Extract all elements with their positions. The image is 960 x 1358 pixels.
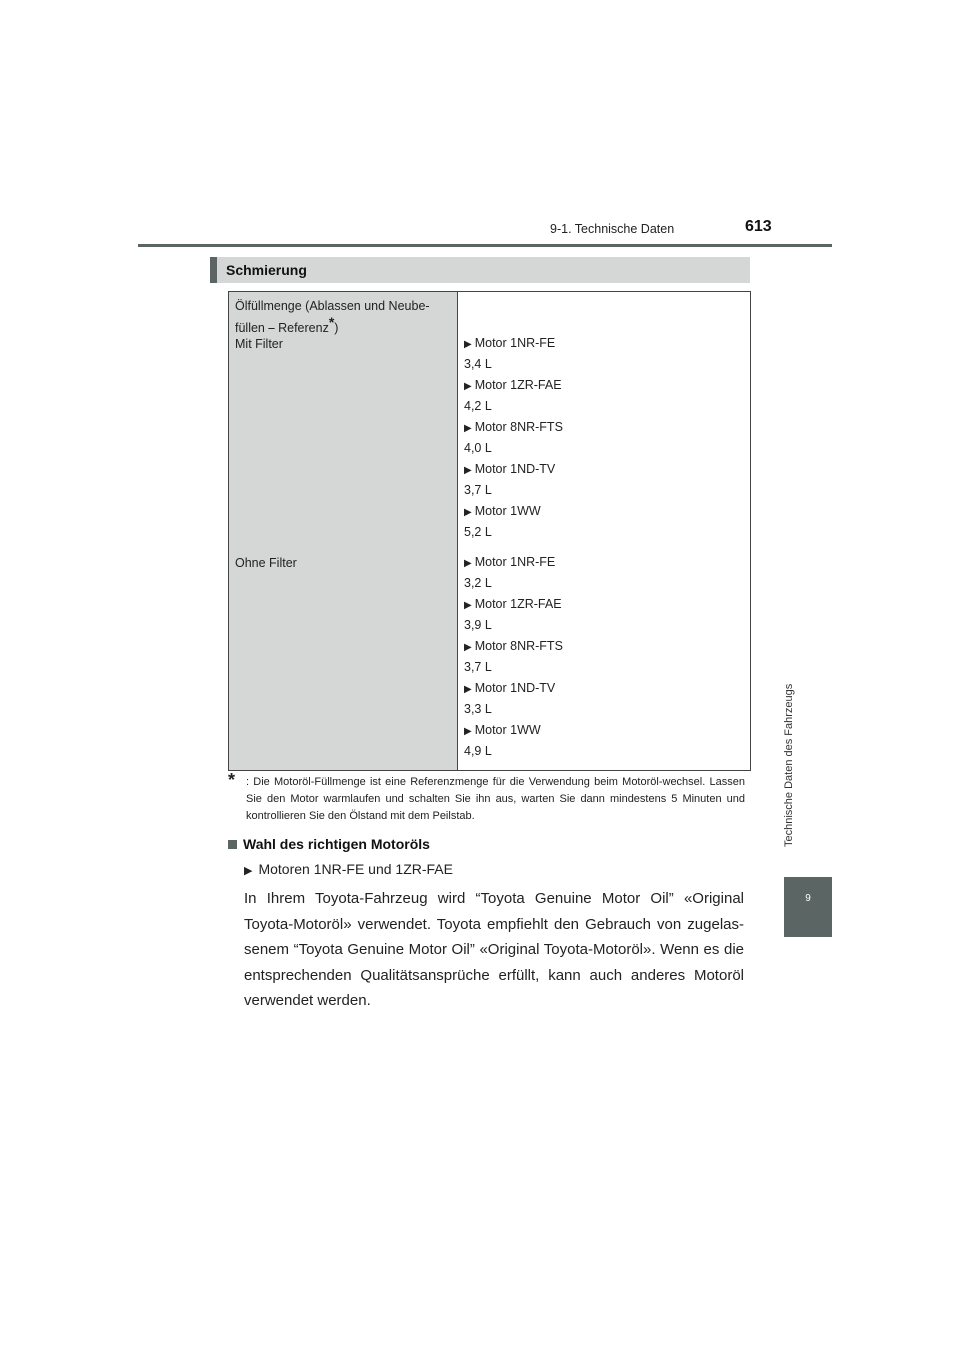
oil-amount: 4,0 L <box>464 441 492 455</box>
arrow-right-icon: ▶ <box>464 684 472 695</box>
oil-section-heading-text: Wahl des richtigen Motoröls <box>243 836 430 852</box>
oil-amount: 4,9 L <box>464 744 492 758</box>
arrow-right-icon: ▶ <box>464 465 472 476</box>
footnote-text: : Die Motoröl-Füllmenge ist eine Referenzmenge für die Verwendung beim Motoröl-wechsel. Lassen Sie den Motor warmlaufen und schalten Sie ihn aus, warten Sie dann mindestens 5 Minuten und kontrollieren Sie den Ölstand mit dem Peilstab. <box>246 776 745 822</box>
capacity-label-line1: Ölfüllmenge (Ablassen und Neube- <box>235 299 430 313</box>
engine-row <box>464 417 563 437</box>
engine-row <box>464 636 563 656</box>
arrow-right-icon: ▶ <box>464 339 472 350</box>
table-values-column <box>458 292 750 770</box>
engine-name: Motor 1ZR-FAE <box>474 378 562 392</box>
arrow-right-icon: ▶ <box>464 507 472 518</box>
arrow-right-icon: ▶ <box>464 600 472 611</box>
engine-row <box>464 594 563 614</box>
square-bullet-icon <box>228 840 237 849</box>
page-number: 613 <box>745 218 772 235</box>
oil-amount: 3,7 L <box>464 660 492 674</box>
without-filter-label: Ohne Filter <box>235 556 297 570</box>
capacity-label-reference: Referenz <box>274 321 329 336</box>
capacity-label <box>235 298 430 352</box>
engine-row <box>464 501 563 521</box>
footnote-star: * <box>228 770 236 790</box>
arrow-right-icon: ▶ <box>464 381 472 392</box>
engine-row <box>464 678 563 698</box>
arrow-right-icon: ▶ <box>464 642 472 653</box>
oil-recommendation-paragraph: In Ihrem Toyota-Fahrzeug wird “Toyota Genuine Motor Oil” «Original Toyota-Motoröl» verwendet. Toyota empfiehlt den Gebrauch von zugelas-senem “Toyota Genuine Motor Oil” «Original Toyota-Motoröl». Wenn es die entsprechenden Qualitätsansprüche erfüllt, kann auch anderes Motoröl verwendet werden. <box>244 890 744 1009</box>
chapter-tab[interactable] <box>784 877 832 937</box>
oil-capacity-table <box>228 291 751 771</box>
table-label-column <box>229 292 458 770</box>
arrow-right-icon: ▶ <box>464 558 472 569</box>
engines-line <box>244 861 453 877</box>
engine-row <box>464 333 563 353</box>
with-filter-label: Mit Filter <box>235 337 283 352</box>
capacity-label-line2: füllen <box>235 321 269 336</box>
oil-amount: 4,2 L <box>464 399 492 413</box>
oil-amount: 3,3 L <box>464 702 492 716</box>
engine-row <box>464 459 563 479</box>
engine-row <box>464 720 563 740</box>
footnote-star: * <box>328 314 335 330</box>
section-title-bar <box>210 257 750 283</box>
engine-name: Motor 1ND-TV <box>474 462 556 476</box>
oil-amount: 3,4 L <box>464 357 492 371</box>
engine-name: Motor 1WW <box>474 723 541 737</box>
engine-name: Motor 1WW <box>474 504 541 518</box>
section-title: Schmierung <box>226 262 307 278</box>
oil-amount: 3,9 L <box>464 618 492 632</box>
engine-row <box>464 375 563 395</box>
engine-name: Motor 8NR-FTS <box>474 639 563 653</box>
oil-amount: 5,2 L <box>464 525 492 539</box>
dash-glyph: ⎯ <box>268 321 275 336</box>
engine-name: Motor 1ND-TV <box>474 681 556 695</box>
oil-section-heading <box>228 836 430 852</box>
arrow-right-icon: ▶ <box>464 726 472 737</box>
engine-name: Motor 8NR-FTS <box>474 420 563 434</box>
chapter-side-label: Technische Daten des Fahrzeugs <box>783 683 795 847</box>
engines-text: Motoren 1NR-FE und 1ZR-FAE <box>258 861 453 877</box>
header-section-title: 9-1. Technische Daten <box>550 222 675 236</box>
footnote <box>228 770 745 825</box>
arrow-right-icon: ▶ <box>244 865 253 877</box>
engine-name: Motor 1ZR-FAE <box>474 597 562 611</box>
capacity-label-close: ) <box>334 321 339 336</box>
oil-amount: 3,7 L <box>464 483 492 497</box>
engine-name: Motor 1NR-FE <box>474 555 556 569</box>
without-filter-values <box>464 552 563 762</box>
chapter-tab-number: 9 <box>805 893 811 904</box>
with-filter-values <box>464 333 563 543</box>
engine-name: Motor 1NR-FE <box>474 336 556 350</box>
engine-row <box>464 552 563 572</box>
arrow-right-icon: ▶ <box>464 423 472 434</box>
header-divider <box>138 244 832 247</box>
oil-amount: 3,2 L <box>464 576 492 590</box>
